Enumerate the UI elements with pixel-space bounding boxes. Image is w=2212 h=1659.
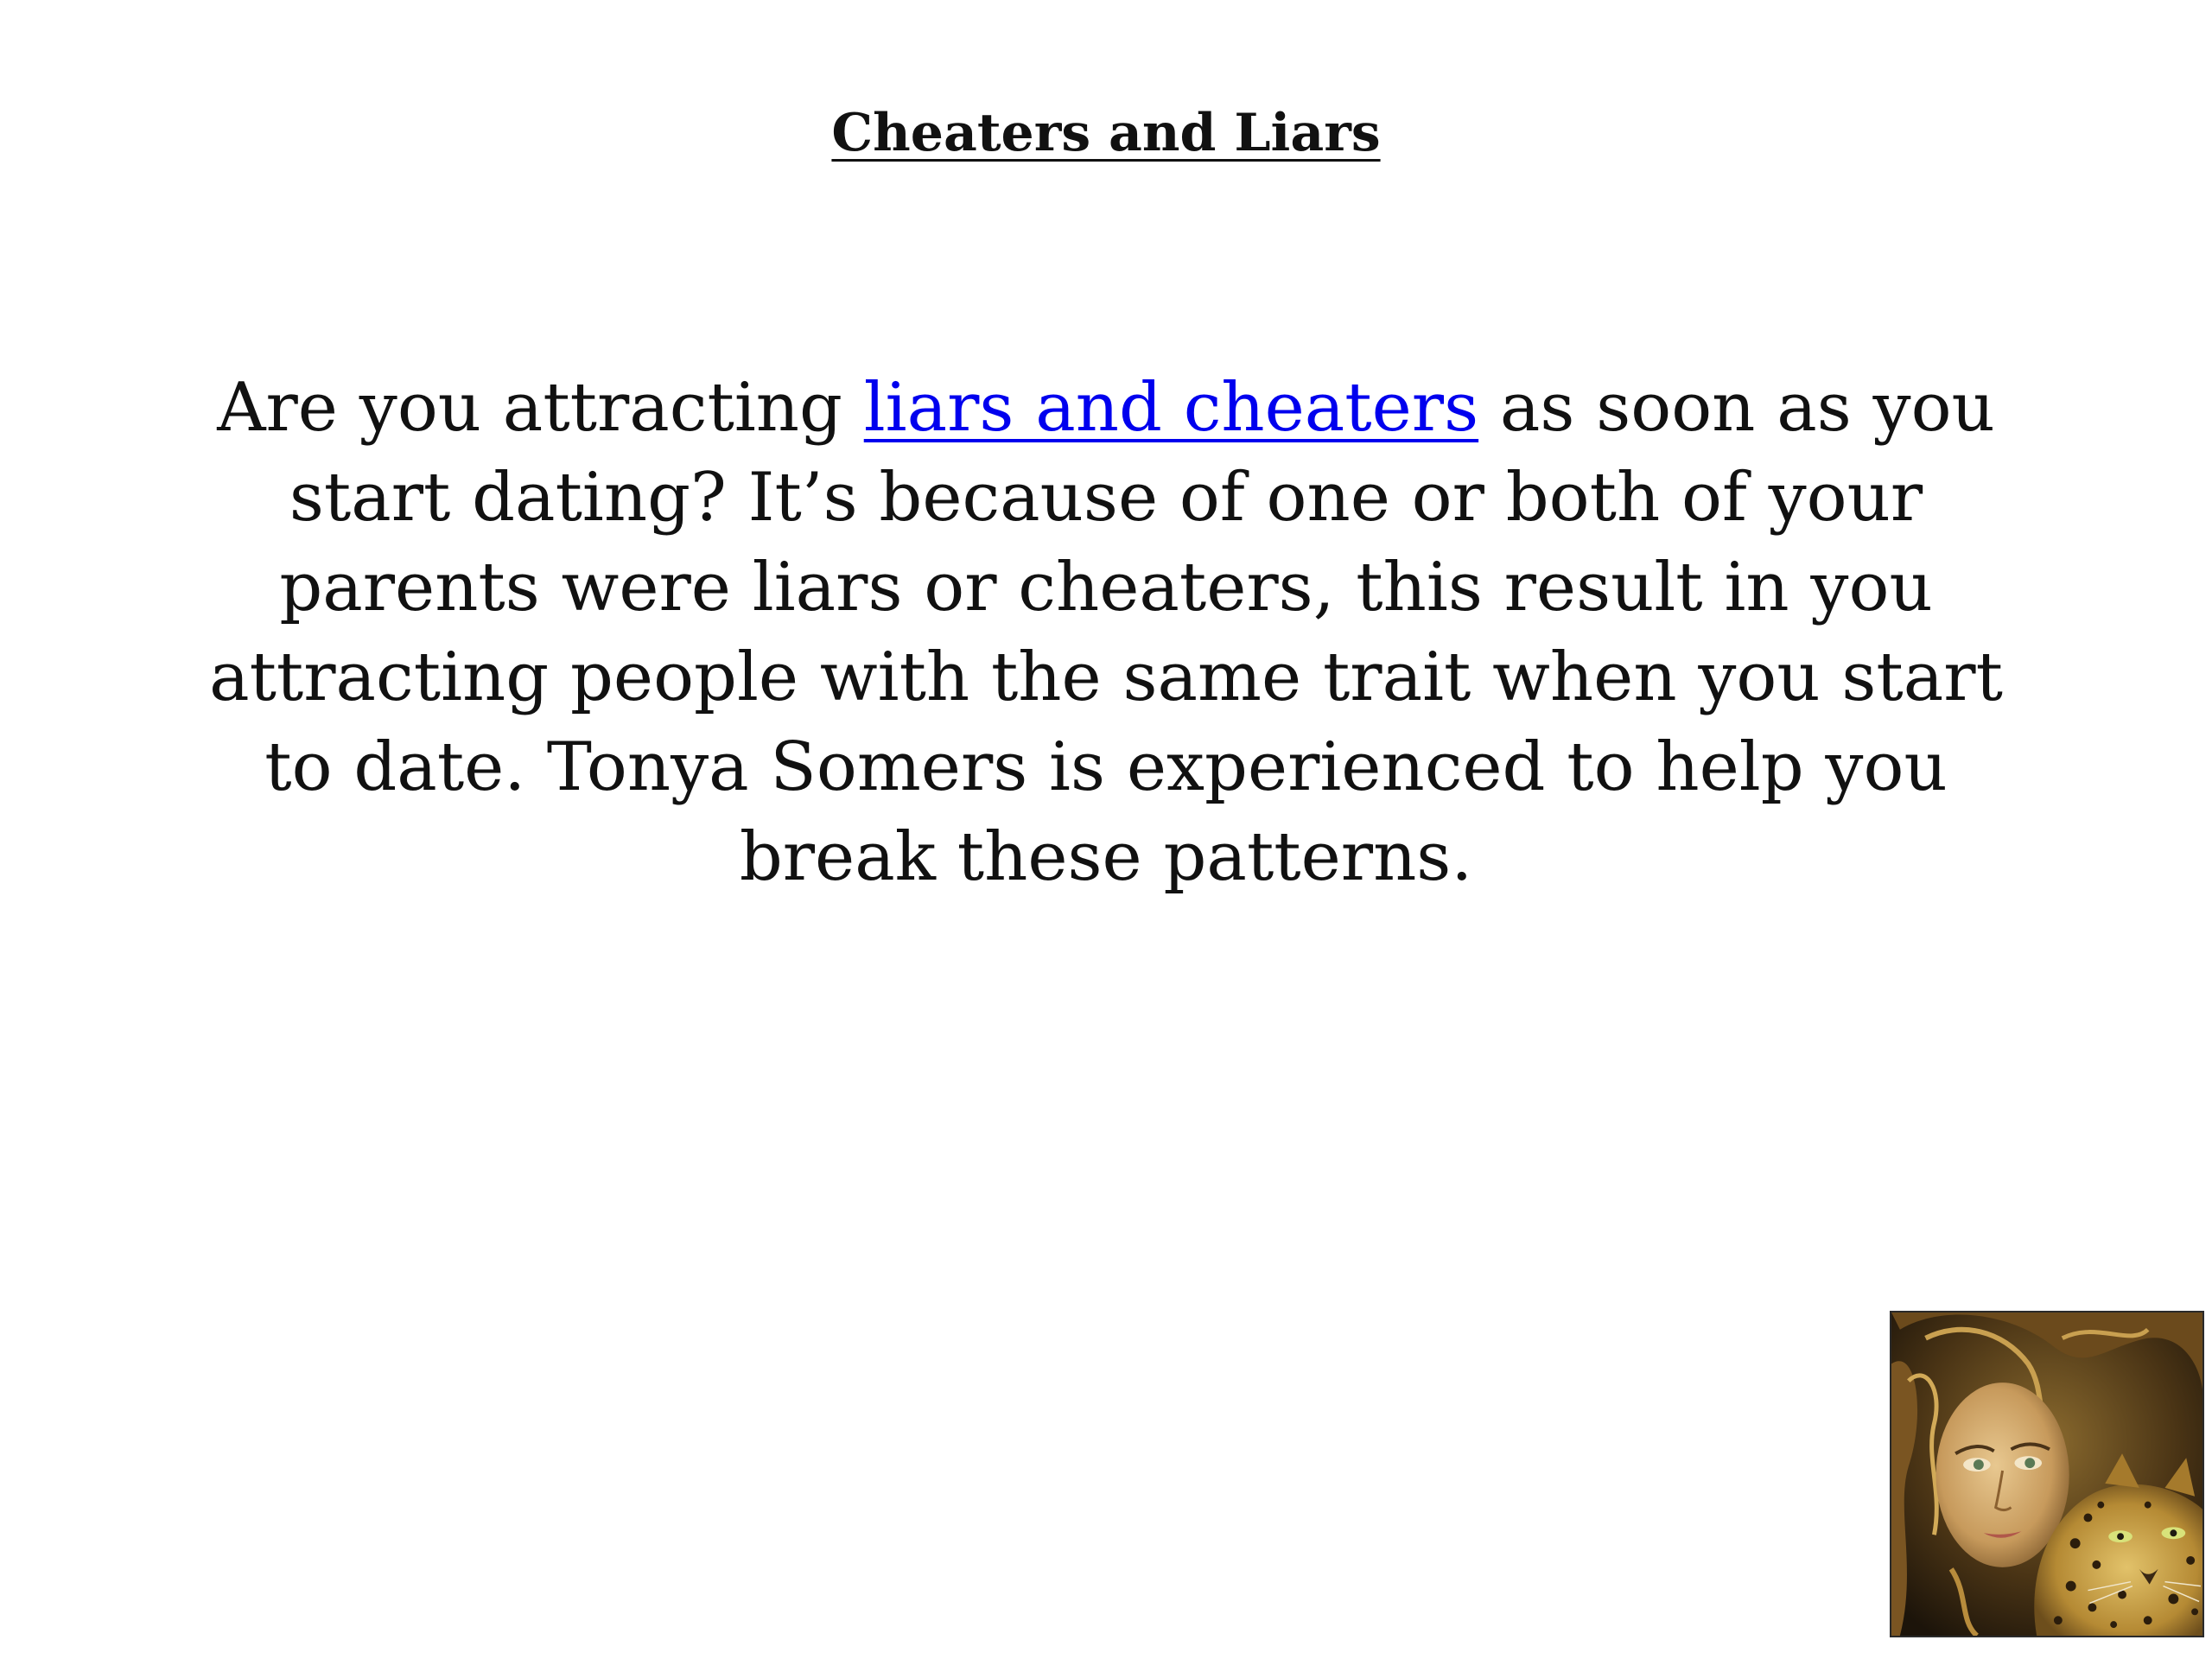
page-title-text: Cheaters and Liars (831, 103, 1381, 163)
body-text-after-link: as soon as you start dating? It’s because of one or both of your parents were liars or cheaters, this result in you attracting people with the same trait when you start to date. Tonya Somers is experienced to help you break these patterns. (209, 369, 2003, 896)
body-text-before-link: Are you attracting (217, 369, 864, 447)
body-paragraph (173, 363, 2039, 902)
liars-and-cheaters-link[interactable]: liars and cheaters (863, 369, 1479, 447)
woman-leopard-image (1890, 1311, 2204, 1637)
woman-leopard-illustration (1891, 1313, 2202, 1636)
page-title (0, 102, 2212, 164)
